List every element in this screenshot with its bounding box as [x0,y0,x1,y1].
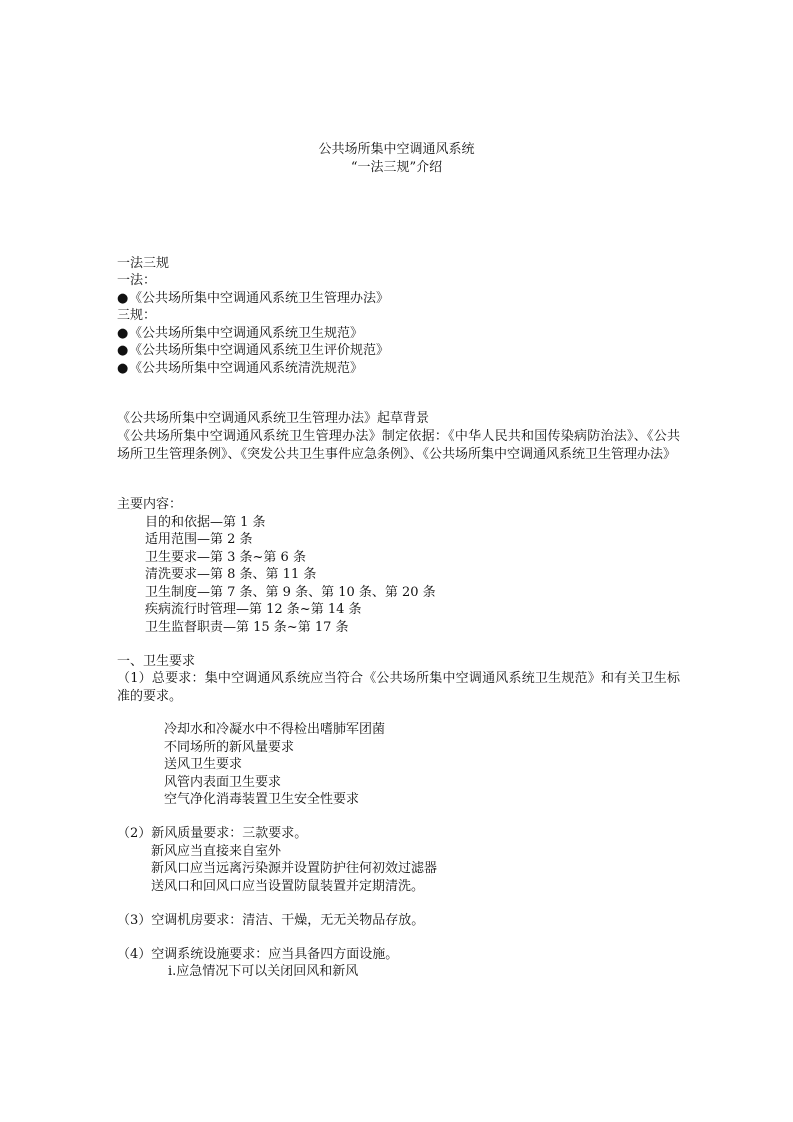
section-heading-laws: 一法三规 [117,256,170,271]
list-item: 新风口应当远离污染源并设置防护往何初效过滤器 [151,861,438,876]
doc-title-line1: 公共场所集中空调通风系统 [318,142,475,157]
general-requirement-paragraph: （1）总要求：集中空调通风系统应当符合《公共场所集中空调通风系统卫生规范》和有关卫生标准的要求。 [117,671,680,704]
list-item: ●《公共场所集中空调通风系统清洗规范》 [117,361,364,376]
list-item: 新风应当直接来自室外 [151,844,282,859]
list-item: i.应急情况下可以关闭回风和新风 [168,964,359,979]
hygiene-heading: 一、卫生要求 [117,654,196,669]
bullet-icon: ● [117,291,129,306]
facilities-requirement: （4）空调系统设施要求：应当具备四方面设施。 [117,947,399,962]
bullet-icon: ● [117,361,129,376]
list-item: ●《公共场所集中空调通风系统卫生评价规范》 [117,343,390,358]
fresh-air-requirement: （2）新风质量要求：三款要求。 [117,826,308,841]
list-item: 冷却水和冷凝水中不得检出嗜肺军团菌 [164,722,386,737]
list-item: 卫生要求—第 3 条~第 6 条 [145,550,306,565]
background-basis-paragraph: 《公共场所集中空调通风系统卫生管理办法》制定依据：《中华人民共和国传染病防治法》、《公共场所卫生管理条例》、《突发公共卫生事件应急条例》、《公共场所集中空调通风系统卫生管理办法》 [117,429,680,462]
list-item: 卫生监督职责—第 15 条~第 17 条 [145,620,349,635]
main-content-heading: 主要内容： [117,497,183,512]
list-item: ●《公共场所集中空调通风系统卫生规范》 [117,326,364,341]
list-item: 送风口和回风口应当设置防鼠装置并定期清洗。 [151,879,425,894]
machine-room-requirement: （3）空调机房要求：清洁、干燥，无无关物品存放。 [117,913,425,928]
three-rules-label: 三规： [117,308,157,323]
list-item: 送风卫生要求 [164,757,243,772]
list-item: 空气净化消毒装置卫生安全性要求 [164,792,360,807]
list-item: 风管内表面卫生要求 [164,775,282,790]
bullet-icon: ● [117,326,129,341]
bullet-icon: ● [117,343,129,358]
background-heading: 《公共场所集中空调通风系统卫生管理办法》起草背景 [117,411,430,426]
doc-title-line2: “一法三规”介绍 [350,160,443,175]
list-item: 清洗要求—第 8 条、第 11 条 [145,567,317,582]
one-law-label: 一法： [117,273,157,288]
list-item: 适用范围—第 2 条 [145,532,253,547]
list-item: 目的和依据—第 1 条 [145,515,266,530]
list-item: 不同场所的新风量要求 [164,740,295,755]
list-item: ●《公共场所集中空调通风系统卫生管理办法》 [117,291,390,306]
list-item: 疾病流行时管理—第 12 条~第 14 条 [145,602,362,617]
list-item: 卫生制度—第 7 条、第 9 条、第 10 条、第 20 条 [145,585,436,600]
